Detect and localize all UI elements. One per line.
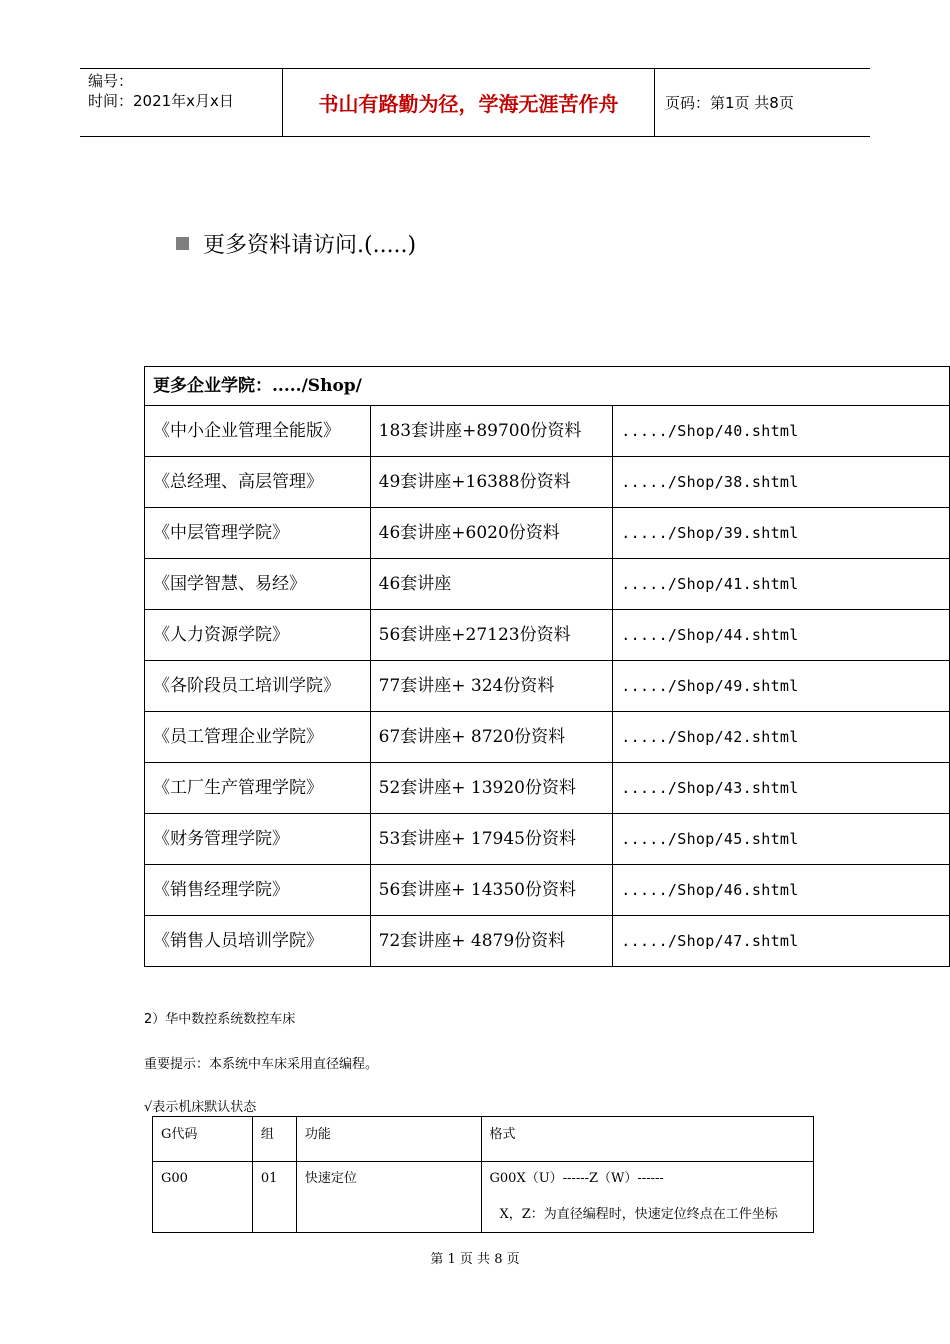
academy-name-cell: 《中层管理学院》 bbox=[145, 508, 371, 559]
academy-link-cell[interactable]: ...../Shop/38.shtml bbox=[613, 457, 950, 508]
page-header bbox=[80, 68, 870, 137]
table-row bbox=[145, 763, 950, 814]
gcode-header-code: G代码 bbox=[153, 1117, 253, 1162]
academy-link-cell[interactable]: ...../Shop/43.shtml bbox=[613, 763, 950, 814]
academy-content-cell: 56套讲座+ 14350份资料 bbox=[370, 865, 613, 916]
academy-link-cell[interactable]: ...../Shop/40.shtml bbox=[613, 406, 950, 457]
page-footer: 第 1 页 共 8 页 bbox=[430, 1252, 520, 1267]
gcode-header-format: 格式 bbox=[481, 1117, 813, 1162]
academy-link-cell[interactable]: ...../Shop/42.shtml bbox=[613, 712, 950, 763]
gcode-format: G00X（U）------Z（W）------ bbox=[489, 1171, 664, 1186]
academy-content-cell: 49套讲座+16388份资料 bbox=[370, 457, 613, 508]
academy-table-header-row bbox=[145, 367, 950, 406]
gcode-code: G00 bbox=[153, 1162, 253, 1233]
academy-link-cell[interactable]: ...../Shop/41.shtml bbox=[613, 559, 950, 610]
academy-content-cell: 77套讲座+ 324份资料 bbox=[370, 661, 613, 712]
academy-table-header: 更多企业学院：...../Shop/ bbox=[145, 367, 950, 406]
square-bullet-icon bbox=[176, 237, 189, 250]
table-row bbox=[145, 865, 950, 916]
academy-content-cell: 53套讲座+ 17945份资料 bbox=[370, 814, 613, 865]
academy-link-cell[interactable]: ...../Shop/49.shtml bbox=[613, 661, 950, 712]
academy-content-cell: 183套讲座+89700份资料 bbox=[370, 406, 613, 457]
table-row bbox=[145, 508, 950, 559]
table-row bbox=[145, 661, 950, 712]
academy-name-cell: 《员工管理企业学院》 bbox=[145, 712, 371, 763]
gcode-function: 快速定位 bbox=[296, 1162, 481, 1233]
table-row bbox=[145, 457, 950, 508]
visit-text: 更多资料请访问.(.....) bbox=[203, 233, 417, 258]
gcode-format-cell bbox=[481, 1162, 813, 1233]
academy-content-cell: 72套讲座+ 4879份资料 bbox=[370, 916, 613, 967]
academy-name-cell: 《各阶段员工培训学院》 bbox=[145, 661, 371, 712]
table-row bbox=[145, 712, 950, 763]
table-row bbox=[145, 406, 950, 457]
section-legend: √表示机床默认状态 bbox=[144, 1100, 257, 1115]
section-title: 2）华中数控系统数控车床 bbox=[144, 1012, 296, 1027]
academy-table bbox=[144, 366, 950, 967]
academy-name-cell: 《国学智慧、易经》 bbox=[145, 559, 371, 610]
gcode-table bbox=[152, 1116, 814, 1233]
gcode-note: X，Z：为直径编程时，快速定位终点在工件坐标 bbox=[499, 1207, 778, 1222]
time-label: 时间：2021年x月x日 bbox=[88, 92, 234, 110]
academy-link-cell[interactable]: ...../Shop/46.shtml bbox=[613, 865, 950, 916]
academy-name-cell: 《工厂生产管理学院》 bbox=[145, 763, 371, 814]
visit-line bbox=[176, 228, 416, 259]
section-tip: 重要提示：本系统中车床采用直径编程。 bbox=[144, 1057, 379, 1072]
academy-content-cell: 46套讲座+6020份资料 bbox=[370, 508, 613, 559]
gcode-table-header-row bbox=[153, 1117, 814, 1162]
table-row bbox=[145, 916, 950, 967]
academy-link-cell[interactable]: ...../Shop/47.shtml bbox=[613, 916, 950, 967]
gcode-header-group: 组 bbox=[252, 1117, 296, 1162]
gcode-table-row bbox=[153, 1162, 814, 1233]
header-motto: 书山有路勤为径，学海无涯苦作舟 bbox=[282, 69, 655, 136]
academy-content-cell: 67套讲座+ 8720份资料 bbox=[370, 712, 613, 763]
header-meta bbox=[80, 69, 282, 136]
table-row bbox=[145, 814, 950, 865]
academy-link-cell[interactable]: ...../Shop/45.shtml bbox=[613, 814, 950, 865]
academy-name-cell: 《销售经理学院》 bbox=[145, 865, 371, 916]
academy-name-cell: 《中小企业管理全能版》 bbox=[145, 406, 371, 457]
academy-name-cell: 《销售人员培训学院》 bbox=[145, 916, 371, 967]
academy-name-cell: 《人力资源学院》 bbox=[145, 610, 371, 661]
academy-content-cell: 56套讲座+27123份资料 bbox=[370, 610, 613, 661]
table-row bbox=[145, 610, 950, 661]
academy-name-cell: 《财务管理学院》 bbox=[145, 814, 371, 865]
academy-content-cell: 46套讲座 bbox=[370, 559, 613, 610]
gcode-header-function: 功能 bbox=[296, 1117, 481, 1162]
academy-name-cell: 《总经理、高层管理》 bbox=[145, 457, 371, 508]
gcode-group: 01 bbox=[252, 1162, 296, 1233]
academy-link-cell[interactable]: ...../Shop/39.shtml bbox=[613, 508, 950, 559]
table-row bbox=[145, 559, 950, 610]
academy-content-cell: 52套讲座+ 13920份资料 bbox=[370, 763, 613, 814]
header-page-info: 页码：第1页 共8页 bbox=[665, 94, 794, 112]
academy-link-cell[interactable]: ...../Shop/44.shtml bbox=[613, 610, 950, 661]
serial-label: 编号： bbox=[88, 72, 134, 90]
